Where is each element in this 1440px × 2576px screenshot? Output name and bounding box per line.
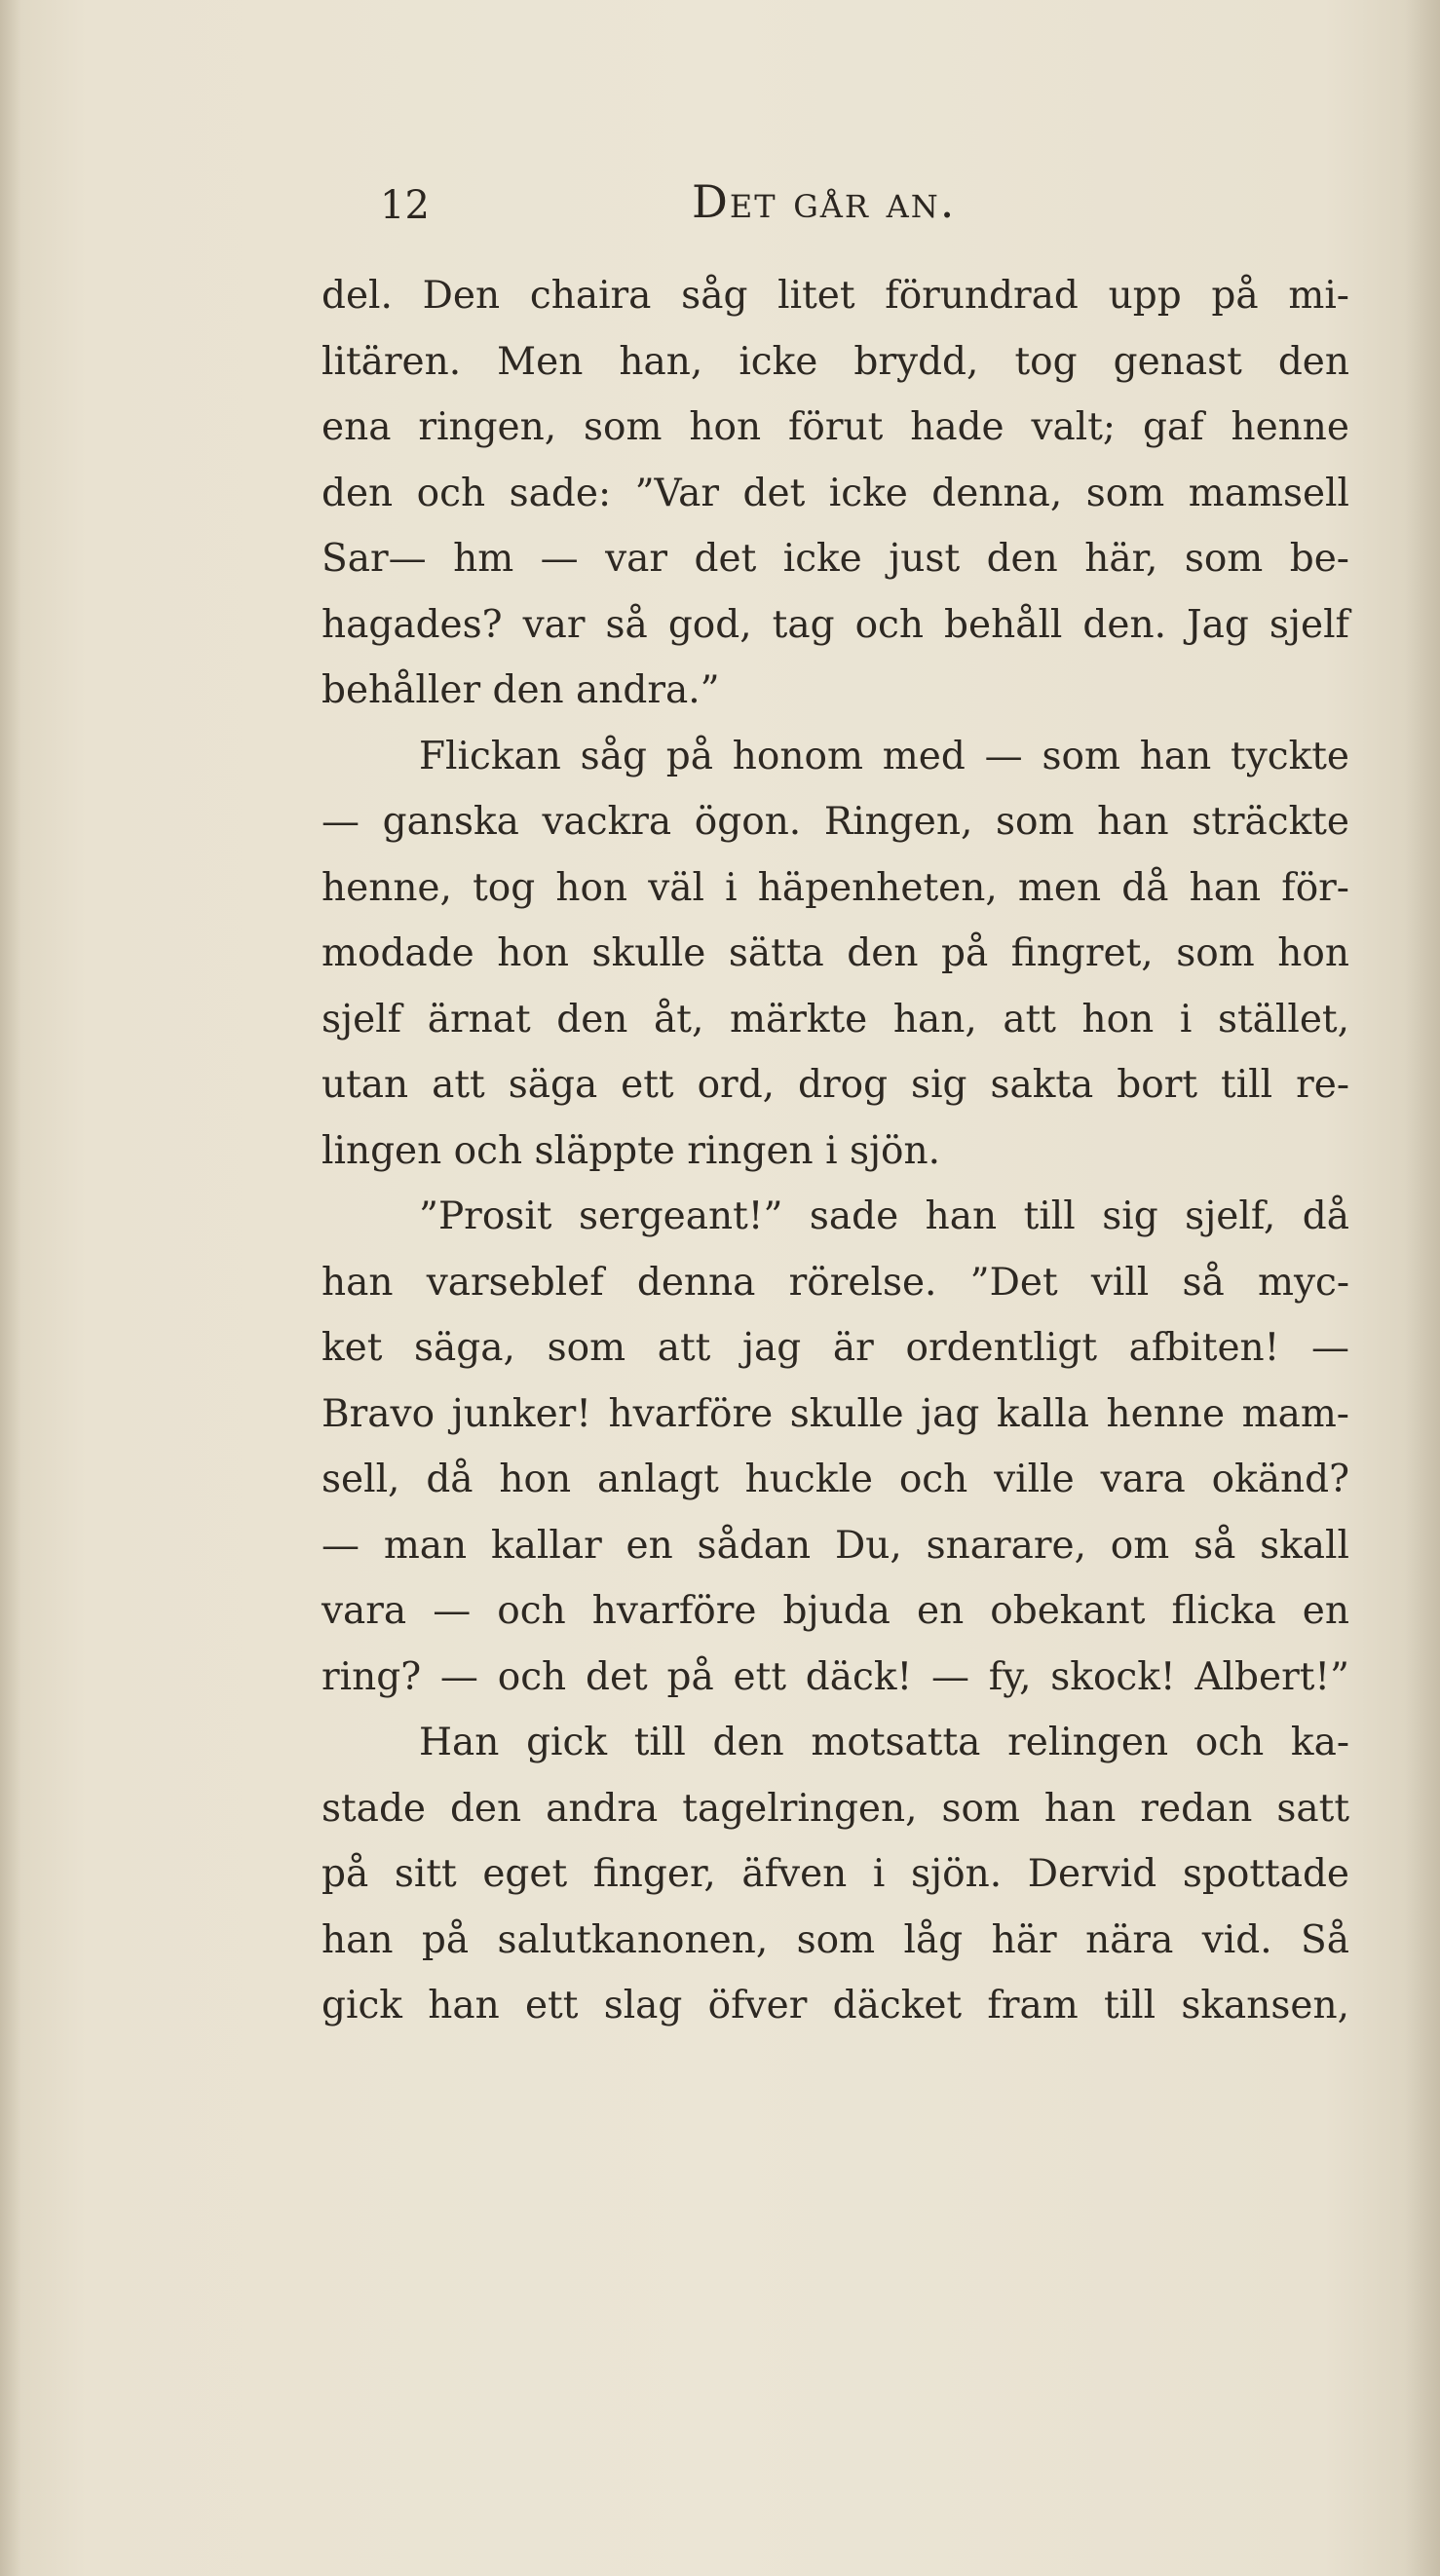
text-line: ”Prosit sergeant!” sade han till sig sjelf, då <box>419 1194 1349 1238</box>
text-line: del. Den chaira såg litet förundrad upp på mi- <box>322 274 1349 318</box>
text-line: gick han ett slag öfver däcket fram till skansen, <box>322 1984 1349 2027</box>
text-line: Bravo junker! hvarföre skulle jag kalla henne mam- <box>322 1391 1349 1436</box>
text-line: behåller den andra.” <box>322 668 720 712</box>
text-line: — man kallar en sådan Du, snarare, om så skall <box>322 1523 1349 1568</box>
text-line: litären. Men han, icke brydd, tog genast den <box>322 339 1349 384</box>
text-line: den och sade: ”Var det icke denna, som mamsell <box>322 471 1349 515</box>
text-line: ring? — och det på ett däck! — fy, skock! Albert!” <box>322 1654 1349 1699</box>
text-line: vara — och hvarföre bjuda en obekant flicka en <box>322 1589 1349 1633</box>
page-edge-shadow-right <box>1405 0 1440 2576</box>
text-line: sjelf ärnat den åt, märkte han, att hon i stället, <box>322 997 1349 1042</box>
text-line: stade den andra tagelringen, som han redan satt <box>322 1786 1349 1831</box>
text-line: ket säga, som att jag är ordentligt afbiten! — <box>322 1326 1349 1370</box>
text-line: ena ringen, som hon förut hade valt; gaf henne <box>322 405 1349 449</box>
text-line: Flickan såg på honom med — som han tyckte <box>419 734 1349 778</box>
running-title: Det går an. <box>692 175 957 228</box>
body-text <box>322 263 1349 2039</box>
text-line: utan att säga ett ord, drog sig sakta bort till re- <box>322 1063 1349 1107</box>
text-line: — ganska vackra ögon. Ringen, som han sträckte <box>322 800 1349 844</box>
text-line: lingen och släppte ringen i sjön. <box>322 1128 941 1173</box>
page-number: 12 <box>380 183 430 228</box>
text-line: han varseblef denna rörelse. ”Det vill så myc- <box>322 1260 1349 1305</box>
text-line: han på salutkanonen, som låg här nära vid. Så <box>322 1917 1349 1962</box>
text-line: Han gick till den motsatta relingen och ka- <box>419 1721 1349 1764</box>
text-line: sell, då hon anlagt huckle och ville vara okänd? <box>322 1458 1349 1501</box>
text-line: hagades? var så god, tag och behåll den. Jag sjelf <box>322 602 1349 647</box>
text-line: henne, tog hon väl i häpenheten, men då han för- <box>322 865 1349 910</box>
text-line: Sar— hm — var det icke just den här, som be- <box>322 537 1349 581</box>
text-line: på sitt eget finger, äfven i sjön. Dervid spottade <box>322 1852 1349 1896</box>
text-line: modade hon skulle sätta den på fingret, som hon <box>322 931 1349 975</box>
page-header <box>380 175 1354 244</box>
page-edge-shadow-left <box>0 0 21 2576</box>
